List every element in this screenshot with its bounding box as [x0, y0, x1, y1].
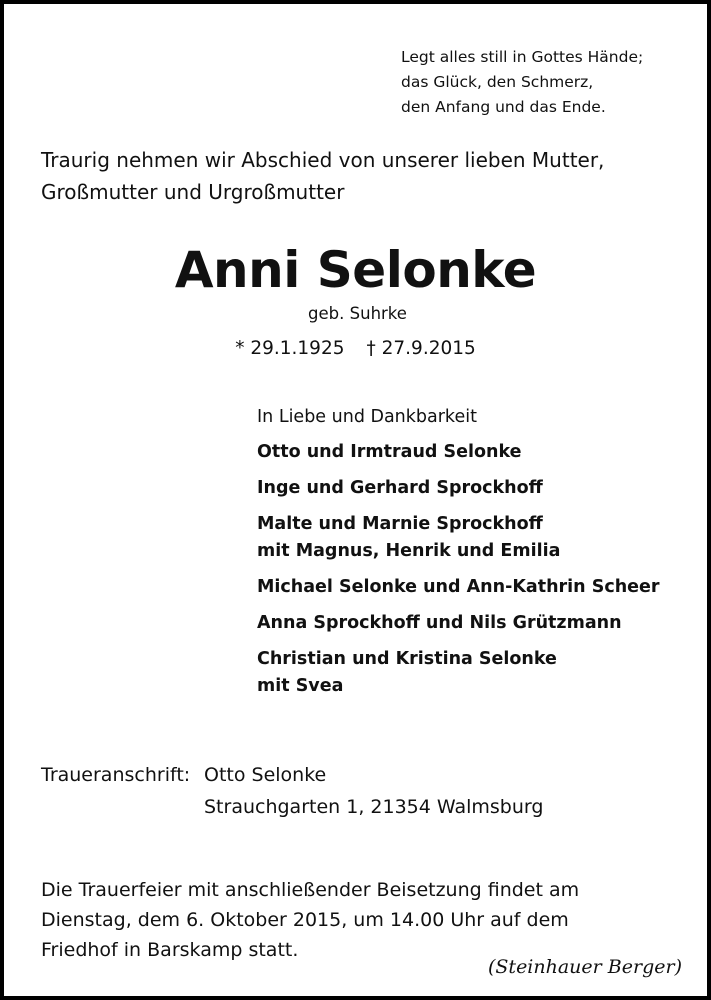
life-dates: [0, 336, 711, 362]
address-street: Strauchgarten 1, 21354 Walmsburg: [204, 796, 544, 818]
family-entry: [257, 511, 660, 565]
deceased-name: Anni Selonke: [174, 241, 537, 299]
quote-line-3: den Anfang und das Ende.: [401, 98, 606, 116]
death-date: † 27.9.2015: [366, 338, 476, 359]
funeral-line-1: Die Trauerfeier mit anschließender Beisetzung findet am: [41, 879, 580, 901]
mourning-address: [41, 759, 543, 823]
family-entry: [257, 574, 660, 601]
family-line: Christian und Kristina Selonke: [257, 649, 557, 669]
family-line: Anna Sprockhoff und Nils Grützmann: [257, 613, 622, 633]
undertaker-signature: (Steinhauer Berger): [488, 956, 682, 978]
quote-block: [401, 45, 643, 120]
quote-line-1: Legt alles still in Gottes Hände;: [401, 48, 644, 66]
mourners-block: [257, 403, 660, 709]
family-line: Michael Selonke und Ann-Kathrin Scheer: [257, 577, 660, 597]
family-entry: [257, 646, 660, 700]
family-entry: [257, 439, 660, 466]
birth-date: * 29.1.1925: [235, 338, 345, 359]
mourners-lead: In Liebe und Dankbarkeit: [257, 407, 477, 427]
funeral-info: [41, 875, 579, 965]
family-line: Malte und Marnie Sprockhoff: [257, 514, 543, 534]
address-label: Traueranschrift:: [41, 764, 191, 786]
family-line: Otto und Irmtraud Selonke: [257, 442, 522, 462]
quote-line-2: das Glück, den Schmerz,: [401, 73, 594, 91]
family-entry: [257, 475, 660, 502]
intro-line-1: Traurig nehmen wir Abschied von unserer lieben Mutter,: [41, 148, 605, 172]
family-entry: [257, 610, 660, 637]
intro-line-2: Großmutter und Urgroßmutter: [41, 180, 345, 204]
family-line: mit Magnus, Henrik und Emilia: [257, 541, 561, 561]
family-line: mit Svea: [257, 676, 344, 696]
address-name: Otto Selonke: [204, 764, 327, 786]
maiden-name: geb. Suhrke: [308, 304, 407, 323]
intro-text: [41, 144, 604, 208]
family-line: Inge und Gerhard Sprockhoff: [257, 478, 543, 498]
funeral-line-3: Friedhof in Barskamp statt.: [41, 939, 299, 961]
funeral-line-2: Dienstag, dem 6. Oktober 2015, um 14.00 Uhr auf dem: [41, 909, 569, 931]
